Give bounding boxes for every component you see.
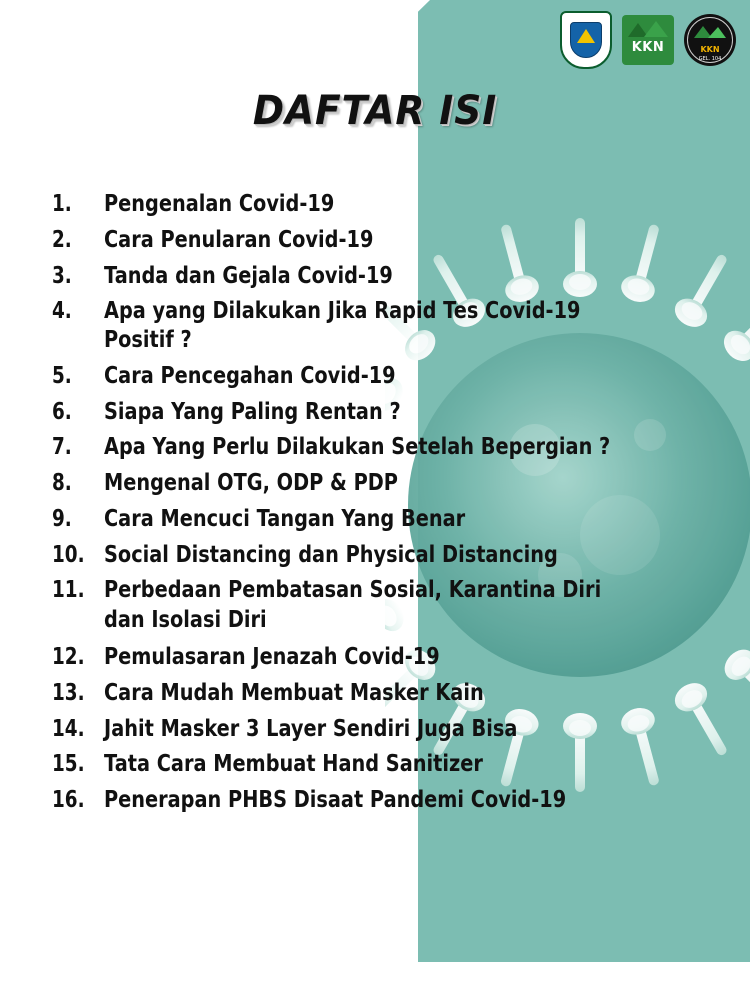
list-item-number: 9.: [52, 505, 72, 532]
logo-group: [560, 12, 736, 68]
page-title: DAFTAR ISI: [252, 88, 498, 134]
list-item-number: 15.: [52, 751, 85, 778]
list-item: [52, 226, 712, 255]
list-item-number: 14.: [52, 715, 85, 742]
list-item-label: Siapa Yang Paling Rentan ?: [104, 398, 401, 425]
list-item-label: Perbedaan Pembatasan Sosial, Karantina Diri dan Isolasi Diri: [104, 577, 608, 634]
list-item: [52, 643, 712, 672]
list-item: [52, 433, 712, 462]
list-item-number: 3.: [52, 262, 72, 289]
list-item-label: Cara Mudah Membuat Masker Kain: [104, 679, 484, 706]
list-item-label: Apa Yang Perlu Dilakukan Setelah Bepergian ?: [104, 434, 611, 461]
kkn-tematik-logo: [622, 12, 674, 68]
kkn-circle-caption: GEL. 104: [698, 56, 722, 62]
list-item: [52, 505, 712, 534]
list-item-label: Cara Mencuci Tangan Yang Benar: [104, 505, 466, 532]
list-item: [52, 190, 712, 219]
list-item-label: Apa yang Dilakukan Jika Rapid Tes Covid-19 Positif ?: [104, 298, 588, 353]
list-item: [52, 679, 712, 708]
list-item: [52, 715, 712, 744]
kkn-tematik-label: KKN: [631, 39, 665, 55]
list-item: [52, 576, 712, 636]
list-item: [52, 469, 712, 498]
list-item-label: Cara Penularan Covid-19: [104, 226, 374, 253]
kkn-circle-logo: [684, 12, 736, 68]
list-item-number: 7.: [52, 434, 72, 461]
list-item-label: Pemulasaran Jenazah Covid-19: [104, 644, 440, 671]
list-item-label: Pengenalan Covid-19: [104, 191, 335, 217]
list-item-number: 5.: [52, 362, 72, 389]
list-item: [52, 398, 712, 427]
list-item-label: Tata Cara Membuat Hand Sanitizer: [104, 751, 483, 778]
white-bottom-band: [0, 962, 750, 1000]
list-item-number: 6.: [52, 398, 72, 425]
kkn-circle-label: KKN: [700, 45, 720, 54]
list-item-number: 12.: [52, 644, 85, 671]
list-item-label: Mengenal OTG, ODP & PDP: [104, 470, 398, 496]
list-item: [52, 362, 712, 391]
unhas-logo: [560, 12, 612, 68]
list-item-label: Social Distancing dan Physical Distancing: [104, 541, 558, 568]
list-item-number: 16.: [52, 787, 85, 814]
list-item-number: 10.: [52, 541, 85, 568]
list-item: [52, 297, 712, 355]
list-item-label: Cara Pencegahan Covid-19: [104, 362, 396, 389]
list-item-number: 4.: [52, 298, 72, 325]
list-item-label: Jahit Masker 3 Layer Sendiri Juga Bisa: [104, 715, 518, 742]
list-item-number: 2.: [52, 226, 72, 253]
list-item: [52, 750, 712, 779]
list-item-label: Tanda dan Gejala Covid-19: [104, 262, 393, 289]
table-of-contents: [52, 190, 712, 822]
list-item-label: Penerapan PHBS Disaat Pandemi Covid-19: [104, 787, 567, 814]
list-item-number: 11.: [52, 577, 85, 604]
list-item: [52, 541, 712, 570]
list-item-number: 8.: [52, 470, 72, 496]
list-item-number: 1.: [52, 191, 72, 217]
list-item: [52, 262, 712, 291]
list-item: [52, 786, 712, 815]
list-item-number: 13.: [52, 679, 85, 706]
